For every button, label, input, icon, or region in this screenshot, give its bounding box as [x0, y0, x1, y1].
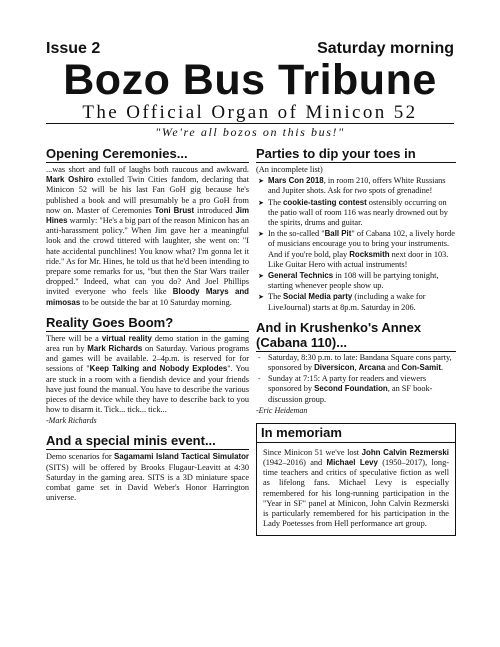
bold-run: Mark Oshiro: [46, 175, 94, 185]
list-item: [256, 198, 456, 229]
parties-intro: (An incomplete list): [256, 165, 323, 174]
bold-run: Social Media party: [282, 292, 353, 302]
text-run: (SITS) will be offered by Brooks Flugaur-Leavitt at 4:30 Saturday in the gaming area. SITS is a 3D miniature space combat game set in David Weber's Honor Harrington universe.: [46, 462, 249, 503]
text-run: next door in 103. Like Guitar Hero with actual instruments!: [268, 249, 449, 269]
headline-parties: Parties to dip your toes in: [256, 146, 456, 163]
bold-run: Jim Hines: [46, 205, 249, 226]
headline-memoriam: In memoriam: [257, 424, 455, 443]
masthead-tagline: "We're all bozos on this bus!": [155, 125, 345, 139]
text-run: warmly: "He's a big part of the reason Minicon has an anti-harassment policy." When Jim gave her a meaningful look and the crowd tittered with laughter, she went on: "I hate accidental punchlines! You know what? I'm gonna let it ride." As for Mr. Hines, he told us that he'd been intending to prepare some remarks for us, "but then the Star Wars trailer dropped." Indeed, what can you do? And Joel Phillips invited everyone who feels like: [46, 216, 249, 297]
list-item: [256, 292, 456, 312]
text-run: spots of grenadine!: [366, 186, 433, 196]
issue-number: Issue 2: [46, 40, 101, 57]
list-item: [256, 176, 456, 196]
text-run: ,: [354, 363, 359, 373]
bold-run: John Calvin Rezmerski: [361, 447, 449, 457]
arrowhead-bullet-icon: ➤: [258, 198, 264, 207]
text-run: , an SF book-discussion group.: [268, 384, 433, 404]
text-run: (1950–2017), long-time teachers and critics of speculative fiction as well as lifelong fans. Michael Levy is especially remembered for his long-running participation in the "Year in SF" panel at Minicon, John Calvin Rezmerski is particularly remembered for his participation in the Lady Poetesses from Hell performance art group.: [263, 458, 449, 529]
article-annex: [256, 320, 456, 416]
bold-run: Second Foundation: [314, 384, 388, 394]
article-body-minis: [46, 452, 249, 503]
bold-run: Con-Samit: [401, 363, 441, 373]
arrowhead-bullet-icon: ➤: [258, 177, 264, 186]
dash-bullet-icon: -: [258, 353, 261, 362]
text-run: demo station in the gaming area run by: [46, 333, 249, 354]
text-run: introduced: [194, 205, 236, 215]
text-run: Sunday at 7:15: A party for readers and viewers sponsored by: [268, 374, 427, 394]
text-run: ...was short and full of laughs both raucous and awkward.: [46, 165, 249, 174]
headline-minis: And a special minis event...: [46, 433, 249, 450]
arrowhead-bullet-icon: ➤: [258, 272, 264, 281]
bold-run: cookie-tasting contest: [282, 197, 367, 207]
bold-run: Rocksmith: [349, 249, 390, 259]
text-run: The: [268, 292, 283, 302]
masthead-subtitle: The Official Organ of Minicon 52: [82, 102, 418, 123]
list-item: [256, 353, 456, 373]
article-body-vr: [46, 334, 249, 416]
text-run: " of Cabana 102, a lively horde of musicians encourage you to bring your instruments. And if you're bold, play: [268, 229, 455, 259]
text-run: in 108 will be partying tonight, starting whenever people show up.: [268, 271, 439, 291]
text-run: There will be a: [46, 333, 102, 343]
article-opening-ceremonies: [46, 146, 249, 308]
bold-run: Diversicon: [314, 363, 355, 373]
headline-annex: And in Krushenko's Annex (Cabana 110)...: [256, 320, 456, 352]
text-run: on Saturday. Various programs and games will be available. 2–4p.m. is reserved for for sessions of ": [46, 344, 249, 374]
bold-run: Mark Richards: [87, 344, 143, 354]
list-item: [256, 374, 456, 405]
arrowhead-bullet-icon: ➤: [258, 293, 264, 302]
text-run: Saturday, 8:30 p.m. to late: Bandana Square cons party, sponsored by: [268, 352, 452, 373]
edition-time: Saturday morning: [317, 40, 454, 57]
dash-bullet-icon: -: [258, 375, 261, 384]
headline-opening-ceremonies: Opening Ceremonies...: [46, 146, 249, 163]
parties-list: [256, 176, 456, 313]
bold-run: Ball Pit: [324, 229, 352, 239]
byline-annex: -Eric Heideman: [256, 405, 308, 415]
bold-run: Arcana: [358, 363, 386, 373]
article-body-opening: [46, 165, 249, 308]
text-run: ostensibly occurring on the patio wall of room 116 was nearly drowned out by the spirits, drums and guitar.: [268, 197, 448, 228]
list-item: [256, 271, 456, 291]
byline-vr: -Mark Richards: [46, 416, 97, 426]
article-minis: [46, 433, 249, 503]
text-run: (1942–2016) and: [263, 458, 327, 468]
in-memoriam-box: [256, 423, 456, 537]
masthead-rule: [46, 123, 454, 124]
bold-run: Toni Brust: [154, 205, 195, 215]
article-parties: [256, 146, 456, 313]
text-run: .: [440, 363, 444, 373]
left-column: [46, 146, 249, 510]
text-run: In the so-called ": [268, 229, 325, 239]
text-run: The: [268, 197, 283, 207]
text-run: (including a wake for LiveJournal) starts at 8p.m. Saturday in 206.: [268, 292, 426, 312]
bold-run: Sagamami Island Tactical Simulator: [114, 452, 249, 462]
text-run: and: [385, 363, 402, 373]
text-run: to be outside the bar at 10 Saturday morning.: [80, 297, 232, 307]
italic-run: two: [354, 186, 367, 196]
article-body-memoriam: [257, 443, 455, 536]
bold-run: Bloody Marys and mimosas: [46, 287, 249, 307]
article-vr: [46, 315, 249, 427]
text-run: Demo scenarios for: [46, 452, 114, 462]
text-run: extolled Twin Cities fandom, declaring that Minicon 52 will be his last Fan GoH gig because he's published a book and will presumably be a pro GoH from now on. Master of Ceremonies: [46, 175, 249, 215]
bold-run: General Technics: [268, 271, 334, 281]
right-column: [256, 146, 456, 536]
masthead-title: Bozo Bus Tribune: [63, 56, 437, 104]
text-run: ". You are stuck in a room with a fiendish device and your friends have just found the manual. You have to describe the various pieces of the device while they have to describe back to you how to disarm it. Tick... tick... tick...: [46, 364, 249, 415]
headline-vr: Reality Goes Boom?: [46, 315, 249, 332]
bold-run: Mars Con 2018: [268, 176, 324, 186]
bold-run: Keep Talking and Nobody Explodes: [89, 364, 228, 374]
list-item: [256, 229, 456, 270]
annex-list: [256, 353, 456, 405]
text-run: Since Minicon 51 we've lost: [263, 447, 362, 457]
text-run: , in room 210, offers White Russians and Jupiter shots. Ask for: [268, 176, 446, 196]
bold-run: Michael Levy: [326, 458, 378, 468]
bold-run: virtual reality: [101, 333, 152, 343]
arrowhead-bullet-icon: ➤: [258, 230, 264, 239]
